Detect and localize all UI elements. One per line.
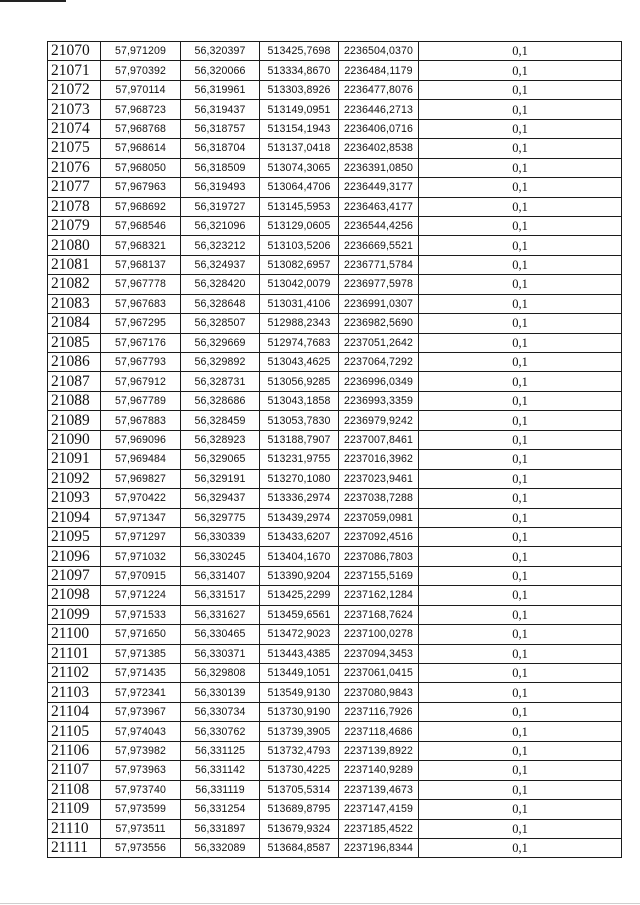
accuracy-cell: 0,1: [419, 314, 622, 333]
longitude-cell: 56,331254: [181, 800, 260, 819]
accuracy-cell: 0,1: [419, 450, 622, 469]
table-row: [48, 547, 622, 566]
latitude-cell: 57,968546: [101, 216, 181, 235]
longitude-cell: 56,328731: [181, 372, 260, 391]
table-row: [48, 527, 622, 546]
table-row: [48, 119, 622, 138]
page-bottom-edge: [0, 903, 640, 904]
y-coordinate-cell: 2237140,9289: [339, 761, 419, 780]
latitude-cell: 57,967295: [101, 314, 181, 333]
accuracy-cell: 0,1: [419, 236, 622, 255]
accuracy-cell: 0,1: [419, 625, 622, 644]
accuracy-cell: 0,1: [419, 255, 622, 274]
y-coordinate-cell: 2237094,3453: [339, 644, 419, 663]
point-number-cell: 21088: [48, 391, 101, 410]
latitude-cell: 57,969096: [101, 430, 181, 449]
accuracy-cell: 0,1: [419, 605, 622, 624]
point-number-cell: 21095: [48, 527, 101, 546]
longitude-cell: 56,329775: [181, 508, 260, 527]
longitude-cell: 56,331897: [181, 819, 260, 838]
longitude-cell: 56,321096: [181, 216, 260, 235]
latitude-cell: 57,973740: [101, 780, 181, 799]
latitude-cell: 57,971435: [101, 664, 181, 683]
y-coordinate-cell: 2236993,3359: [339, 391, 419, 410]
x-coordinate-cell: 513689,8795: [260, 800, 339, 819]
latitude-cell: 57,973963: [101, 761, 181, 780]
accuracy-cell: 0,1: [419, 275, 622, 294]
point-number-cell: 21104: [48, 702, 101, 721]
latitude-cell: 57,970422: [101, 489, 181, 508]
y-coordinate-cell: 2237061,0415: [339, 664, 419, 683]
point-number-cell: 21096: [48, 547, 101, 566]
x-coordinate-cell: 513472,9023: [260, 625, 339, 644]
y-coordinate-cell: 2236449,3177: [339, 178, 419, 197]
x-coordinate-cell: 513043,4625: [260, 353, 339, 372]
y-coordinate-cell: 2237147,4159: [339, 800, 419, 819]
latitude-cell: 57,973599: [101, 800, 181, 819]
y-coordinate-cell: 2236402,8538: [339, 139, 419, 158]
x-coordinate-cell: 513739,3905: [260, 722, 339, 741]
accuracy-cell: 0,1: [419, 838, 622, 857]
latitude-cell: 57,967963: [101, 178, 181, 197]
latitude-cell: 57,971209: [101, 42, 181, 61]
accuracy-cell: 0,1: [419, 430, 622, 449]
accuracy-cell: 0,1: [419, 178, 622, 197]
y-coordinate-cell: 2236977,5978: [339, 275, 419, 294]
y-coordinate-cell: 2237007,8461: [339, 430, 419, 449]
table-row: [48, 100, 622, 119]
latitude-cell: 57,973511: [101, 819, 181, 838]
y-coordinate-cell: 2237016,3962: [339, 450, 419, 469]
accuracy-cell: 0,1: [419, 197, 622, 216]
x-coordinate-cell: 513103,5206: [260, 236, 339, 255]
point-number-cell: 21089: [48, 411, 101, 430]
y-coordinate-cell: 2236771,5784: [339, 255, 419, 274]
y-coordinate-cell: 2236504,0370: [339, 42, 419, 61]
accuracy-cell: 0,1: [419, 586, 622, 605]
longitude-cell: 56,329065: [181, 450, 260, 469]
accuracy-cell: 0,1: [419, 80, 622, 99]
accuracy-cell: 0,1: [419, 780, 622, 799]
longitude-cell: 56,319493: [181, 178, 260, 197]
table-row: [48, 800, 622, 819]
longitude-cell: 56,318509: [181, 158, 260, 177]
latitude-cell: 57,968723: [101, 100, 181, 119]
longitude-cell: 56,323212: [181, 236, 260, 255]
latitude-cell: 57,967912: [101, 372, 181, 391]
longitude-cell: 56,331517: [181, 586, 260, 605]
longitude-cell: 56,330139: [181, 683, 260, 702]
table-row: [48, 702, 622, 721]
accuracy-cell: 0,1: [419, 469, 622, 488]
x-coordinate-cell: 513684,8587: [260, 838, 339, 857]
longitude-cell: 56,331119: [181, 780, 260, 799]
accuracy-cell: 0,1: [419, 333, 622, 352]
point-number-cell: 21101: [48, 644, 101, 663]
accuracy-cell: 0,1: [419, 683, 622, 702]
table-row: [48, 780, 622, 799]
accuracy-cell: 0,1: [419, 547, 622, 566]
point-number-cell: 21110: [48, 819, 101, 838]
point-number-cell: 21086: [48, 353, 101, 372]
y-coordinate-cell: 2236477,8076: [339, 80, 419, 99]
point-number-cell: 21099: [48, 605, 101, 624]
x-coordinate-cell: 512974,7683: [260, 333, 339, 352]
point-number-cell: 21109: [48, 800, 101, 819]
longitude-cell: 56,329892: [181, 353, 260, 372]
x-coordinate-cell: 513064,4706: [260, 178, 339, 197]
longitude-cell: 56,330465: [181, 625, 260, 644]
y-coordinate-cell: 2236406,0716: [339, 119, 419, 138]
accuracy-cell: 0,1: [419, 702, 622, 721]
y-coordinate-cell: 2237185,4522: [339, 819, 419, 838]
table-row: [48, 741, 622, 760]
table-row: [48, 158, 622, 177]
point-number-cell: 21071: [48, 61, 101, 80]
table-row: [48, 819, 622, 838]
table-row: [48, 566, 622, 585]
longitude-cell: 56,331125: [181, 741, 260, 760]
table-row: [48, 80, 622, 99]
x-coordinate-cell: 513188,7907: [260, 430, 339, 449]
longitude-cell: 56,329808: [181, 664, 260, 683]
x-coordinate-cell: 513149,0951: [260, 100, 339, 119]
latitude-cell: 57,968768: [101, 119, 181, 138]
point-number-cell: 21090: [48, 430, 101, 449]
x-coordinate-cell: 513031,4106: [260, 294, 339, 313]
x-coordinate-cell: 513730,4225: [260, 761, 339, 780]
accuracy-cell: 0,1: [419, 158, 622, 177]
table-row: [48, 664, 622, 683]
point-number-cell: 21073: [48, 100, 101, 119]
accuracy-cell: 0,1: [419, 119, 622, 138]
longitude-cell: 56,329669: [181, 333, 260, 352]
x-coordinate-cell: 513082,6957: [260, 255, 339, 274]
point-number-cell: 21081: [48, 255, 101, 274]
table-row: [48, 197, 622, 216]
table-row: [48, 761, 622, 780]
accuracy-cell: 0,1: [419, 819, 622, 838]
table-row: [48, 391, 622, 410]
latitude-cell: 57,967883: [101, 411, 181, 430]
point-number-cell: 21111: [48, 838, 101, 857]
latitude-cell: 57,971297: [101, 527, 181, 546]
y-coordinate-cell: 2236996,0349: [339, 372, 419, 391]
y-coordinate-cell: 2236391,0850: [339, 158, 419, 177]
point-number-cell: 21079: [48, 216, 101, 235]
accuracy-cell: 0,1: [419, 100, 622, 119]
latitude-cell: 57,967793: [101, 353, 181, 372]
x-coordinate-cell: 513549,9130: [260, 683, 339, 702]
point-number-cell: 21087: [48, 372, 101, 391]
y-coordinate-cell: 2237168,7624: [339, 605, 419, 624]
longitude-cell: 56,318757: [181, 119, 260, 138]
point-number-cell: 21094: [48, 508, 101, 527]
y-coordinate-cell: 2237038,7288: [339, 489, 419, 508]
top-rule: [0, 0, 66, 2]
y-coordinate-cell: 2236484,1179: [339, 61, 419, 80]
table-row: [48, 178, 622, 197]
x-coordinate-cell: 513439,2974: [260, 508, 339, 527]
table-row: [48, 450, 622, 469]
point-number-cell: 21092: [48, 469, 101, 488]
longitude-cell: 56,320066: [181, 61, 260, 80]
longitude-cell: 56,328459: [181, 411, 260, 430]
y-coordinate-cell: 2236463,4177: [339, 197, 419, 216]
x-coordinate-cell: 513730,9190: [260, 702, 339, 721]
accuracy-cell: 0,1: [419, 42, 622, 61]
longitude-cell: 56,328420: [181, 275, 260, 294]
y-coordinate-cell: 2236979,9242: [339, 411, 419, 430]
table-row: [48, 430, 622, 449]
table-row: [48, 216, 622, 235]
table-row: [48, 236, 622, 255]
point-number-cell: 21100: [48, 625, 101, 644]
point-number-cell: 21108: [48, 780, 101, 799]
x-coordinate-cell: 513433,6207: [260, 527, 339, 546]
accuracy-cell: 0,1: [419, 527, 622, 546]
latitude-cell: 57,970915: [101, 566, 181, 585]
latitude-cell: 57,973982: [101, 741, 181, 760]
table-row: [48, 255, 622, 274]
point-number-cell: 21074: [48, 119, 101, 138]
table-row: [48, 411, 622, 430]
x-coordinate-cell: 513404,1670: [260, 547, 339, 566]
accuracy-cell: 0,1: [419, 216, 622, 235]
y-coordinate-cell: 2237118,4686: [339, 722, 419, 741]
x-coordinate-cell: 513459,6561: [260, 605, 339, 624]
longitude-cell: 56,328648: [181, 294, 260, 313]
y-coordinate-cell: 2236669,5521: [339, 236, 419, 255]
point-number-cell: 21093: [48, 489, 101, 508]
longitude-cell: 56,330734: [181, 702, 260, 721]
table-row: [48, 605, 622, 624]
accuracy-cell: 0,1: [419, 489, 622, 508]
accuracy-cell: 0,1: [419, 722, 622, 741]
x-coordinate-cell: 513154,1943: [260, 119, 339, 138]
point-number-cell: 21080: [48, 236, 101, 255]
longitude-cell: 56,330245: [181, 547, 260, 566]
latitude-cell: 57,968614: [101, 139, 181, 158]
longitude-cell: 56,319727: [181, 197, 260, 216]
latitude-cell: 57,968321: [101, 236, 181, 255]
accuracy-cell: 0,1: [419, 800, 622, 819]
y-coordinate-cell: 2237100,0278: [339, 625, 419, 644]
y-coordinate-cell: 2237064,7292: [339, 353, 419, 372]
latitude-cell: 57,970392: [101, 61, 181, 80]
x-coordinate-cell: 512988,2343: [260, 314, 339, 333]
x-coordinate-cell: 513679,9324: [260, 819, 339, 838]
accuracy-cell: 0,1: [419, 566, 622, 585]
y-coordinate-cell: 2237080,9843: [339, 683, 419, 702]
point-number-cell: 21083: [48, 294, 101, 313]
table-row: [48, 838, 622, 857]
longitude-cell: 56,319961: [181, 80, 260, 99]
latitude-cell: 57,971032: [101, 547, 181, 566]
x-coordinate-cell: 513145,5953: [260, 197, 339, 216]
y-coordinate-cell: 2237162,1284: [339, 586, 419, 605]
point-number-cell: 21082: [48, 275, 101, 294]
latitude-cell: 57,969484: [101, 450, 181, 469]
table-row: [48, 508, 622, 527]
latitude-cell: 57,973967: [101, 702, 181, 721]
accuracy-cell: 0,1: [419, 294, 622, 313]
latitude-cell: 57,973556: [101, 838, 181, 857]
y-coordinate-cell: 2237196,8344: [339, 838, 419, 857]
point-number-cell: 21098: [48, 586, 101, 605]
latitude-cell: 57,971347: [101, 508, 181, 527]
longitude-cell: 56,331142: [181, 761, 260, 780]
longitude-cell: 56,330762: [181, 722, 260, 741]
x-coordinate-cell: 513129,0605: [260, 216, 339, 235]
y-coordinate-cell: 2236991,0307: [339, 294, 419, 313]
latitude-cell: 57,971224: [101, 586, 181, 605]
latitude-cell: 57,967778: [101, 275, 181, 294]
longitude-cell: 56,318704: [181, 139, 260, 158]
coordinates-table: [47, 41, 622, 858]
y-coordinate-cell: 2237059,0981: [339, 508, 419, 527]
longitude-cell: 56,328923: [181, 430, 260, 449]
y-coordinate-cell: 2237139,4673: [339, 780, 419, 799]
longitude-cell: 56,331407: [181, 566, 260, 585]
x-coordinate-cell: 513303,8926: [260, 80, 339, 99]
latitude-cell: 57,974043: [101, 722, 181, 741]
y-coordinate-cell: 2237155,5169: [339, 566, 419, 585]
x-coordinate-cell: 513056,9285: [260, 372, 339, 391]
longitude-cell: 56,320397: [181, 42, 260, 61]
longitude-cell: 56,328507: [181, 314, 260, 333]
x-coordinate-cell: 513390,9204: [260, 566, 339, 585]
latitude-cell: 57,968050: [101, 158, 181, 177]
longitude-cell: 56,324937: [181, 255, 260, 274]
accuracy-cell: 0,1: [419, 664, 622, 683]
point-number-cell: 21105: [48, 722, 101, 741]
longitude-cell: 56,329437: [181, 489, 260, 508]
table-row: [48, 333, 622, 352]
table-row: [48, 489, 622, 508]
y-coordinate-cell: 2237023,9461: [339, 469, 419, 488]
latitude-cell: 57,970114: [101, 80, 181, 99]
table-row: [48, 139, 622, 158]
table-row: [48, 372, 622, 391]
longitude-cell: 56,330339: [181, 527, 260, 546]
point-number-cell: 21107: [48, 761, 101, 780]
y-coordinate-cell: 2237139,8922: [339, 741, 419, 760]
point-number-cell: 21078: [48, 197, 101, 216]
y-coordinate-cell: 2237092,4516: [339, 527, 419, 546]
accuracy-cell: 0,1: [419, 508, 622, 527]
table-row: [48, 294, 622, 313]
coordinates-table-body: [48, 42, 622, 858]
latitude-cell: 57,967683: [101, 294, 181, 313]
accuracy-cell: 0,1: [419, 761, 622, 780]
latitude-cell: 57,967789: [101, 391, 181, 410]
point-number-cell: 21070: [48, 42, 101, 61]
x-coordinate-cell: 513053,7830: [260, 411, 339, 430]
longitude-cell: 56,332089: [181, 838, 260, 857]
accuracy-cell: 0,1: [419, 391, 622, 410]
table-row: [48, 644, 622, 663]
accuracy-cell: 0,1: [419, 61, 622, 80]
y-coordinate-cell: 2236544,4256: [339, 216, 419, 235]
table-row: [48, 722, 622, 741]
point-number-cell: 21085: [48, 333, 101, 352]
x-coordinate-cell: 513732,4793: [260, 741, 339, 760]
y-coordinate-cell: 2237051,2642: [339, 333, 419, 352]
table-row: [48, 469, 622, 488]
latitude-cell: 57,971385: [101, 644, 181, 663]
accuracy-cell: 0,1: [419, 411, 622, 430]
longitude-cell: 56,330371: [181, 644, 260, 663]
x-coordinate-cell: 513425,2299: [260, 586, 339, 605]
latitude-cell: 57,968137: [101, 255, 181, 274]
point-number-cell: 21097: [48, 566, 101, 585]
latitude-cell: 57,971533: [101, 605, 181, 624]
y-coordinate-cell: 2236982,5690: [339, 314, 419, 333]
table-row: [48, 42, 622, 61]
x-coordinate-cell: 513042,0079: [260, 275, 339, 294]
x-coordinate-cell: 513043,1858: [260, 391, 339, 410]
x-coordinate-cell: 513449,1051: [260, 664, 339, 683]
accuracy-cell: 0,1: [419, 741, 622, 760]
table-row: [48, 586, 622, 605]
x-coordinate-cell: 513425,7698: [260, 42, 339, 61]
latitude-cell: 57,967176: [101, 333, 181, 352]
point-number-cell: 21091: [48, 450, 101, 469]
x-coordinate-cell: 513443,4385: [260, 644, 339, 663]
longitude-cell: 56,329191: [181, 469, 260, 488]
point-number-cell: 21102: [48, 664, 101, 683]
point-number-cell: 21084: [48, 314, 101, 333]
x-coordinate-cell: 513231,9755: [260, 450, 339, 469]
accuracy-cell: 0,1: [419, 353, 622, 372]
table-row: [48, 314, 622, 333]
point-number-cell: 21072: [48, 80, 101, 99]
longitude-cell: 56,328686: [181, 391, 260, 410]
accuracy-cell: 0,1: [419, 372, 622, 391]
longitude-cell: 56,319437: [181, 100, 260, 119]
point-number-cell: 21075: [48, 139, 101, 158]
latitude-cell: 57,968692: [101, 197, 181, 216]
point-number-cell: 21103: [48, 683, 101, 702]
point-number-cell: 21106: [48, 741, 101, 760]
table-row: [48, 625, 622, 644]
table-row: [48, 683, 622, 702]
x-coordinate-cell: 513137,0418: [260, 139, 339, 158]
x-coordinate-cell: 513270,1080: [260, 469, 339, 488]
table-row: [48, 61, 622, 80]
accuracy-cell: 0,1: [419, 644, 622, 663]
point-number-cell: 21076: [48, 158, 101, 177]
longitude-cell: 56,331627: [181, 605, 260, 624]
y-coordinate-cell: 2237086,7803: [339, 547, 419, 566]
x-coordinate-cell: 513336,2974: [260, 489, 339, 508]
latitude-cell: 57,969827: [101, 469, 181, 488]
x-coordinate-cell: 513074,3065: [260, 158, 339, 177]
point-number-cell: 21077: [48, 178, 101, 197]
table-row: [48, 275, 622, 294]
table-row: [48, 353, 622, 372]
latitude-cell: 57,971650: [101, 625, 181, 644]
latitude-cell: 57,972341: [101, 683, 181, 702]
y-coordinate-cell: 2237116,7926: [339, 702, 419, 721]
x-coordinate-cell: 513334,8670: [260, 61, 339, 80]
accuracy-cell: 0,1: [419, 139, 622, 158]
y-coordinate-cell: 2236446,2713: [339, 100, 419, 119]
x-coordinate-cell: 513705,5314: [260, 780, 339, 799]
